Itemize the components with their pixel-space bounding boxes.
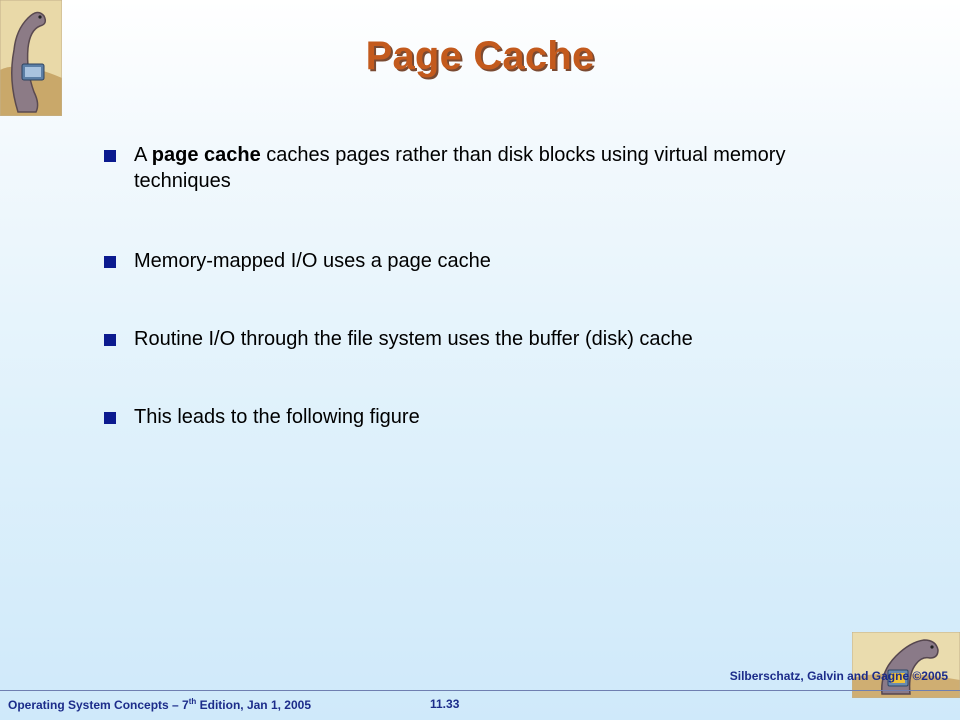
square-bullet-icon [104,150,116,162]
bullet-item [104,142,844,194]
square-bullet-icon [104,334,116,346]
square-bullet-icon [104,256,116,268]
footer-left-sup: th [188,697,197,706]
square-bullet-icon [104,412,116,424]
footer-left-prefix: Operating System Concepts – 7 [8,698,189,712]
dinosaur-laptop-illustration-icon [852,632,960,698]
footer-divider [0,690,960,691]
footer-authors: Silberschatz, Galvin and Gagne ©2005 [729,669,948,683]
bullet-text-bold: page cache [151,144,261,166]
bullet-text: Routine I/O through the file system uses the buffer (disk) cache [134,328,693,350]
bullet-text-prefix: A [134,144,152,166]
dinosaur-logo-bottom [852,632,960,698]
bullet-item [104,248,844,274]
footer-left-suffix: Edition, Jan 1, 2005 [196,698,312,712]
page-number: 11.33 [430,697,460,711]
bullet-item [104,404,844,430]
bullet-list [104,142,844,430]
bullet-text: Memory-mapped I/O uses a page cache [134,250,491,272]
slide-title: Page Cache [365,34,595,78]
bullet-item [104,326,844,352]
bullet-text: This leads to the following figure [134,406,420,428]
bullet-text-suffix: caches pages rather than disk blocks using virtual memory techniques [134,144,786,192]
footer-course-info [8,697,311,712]
